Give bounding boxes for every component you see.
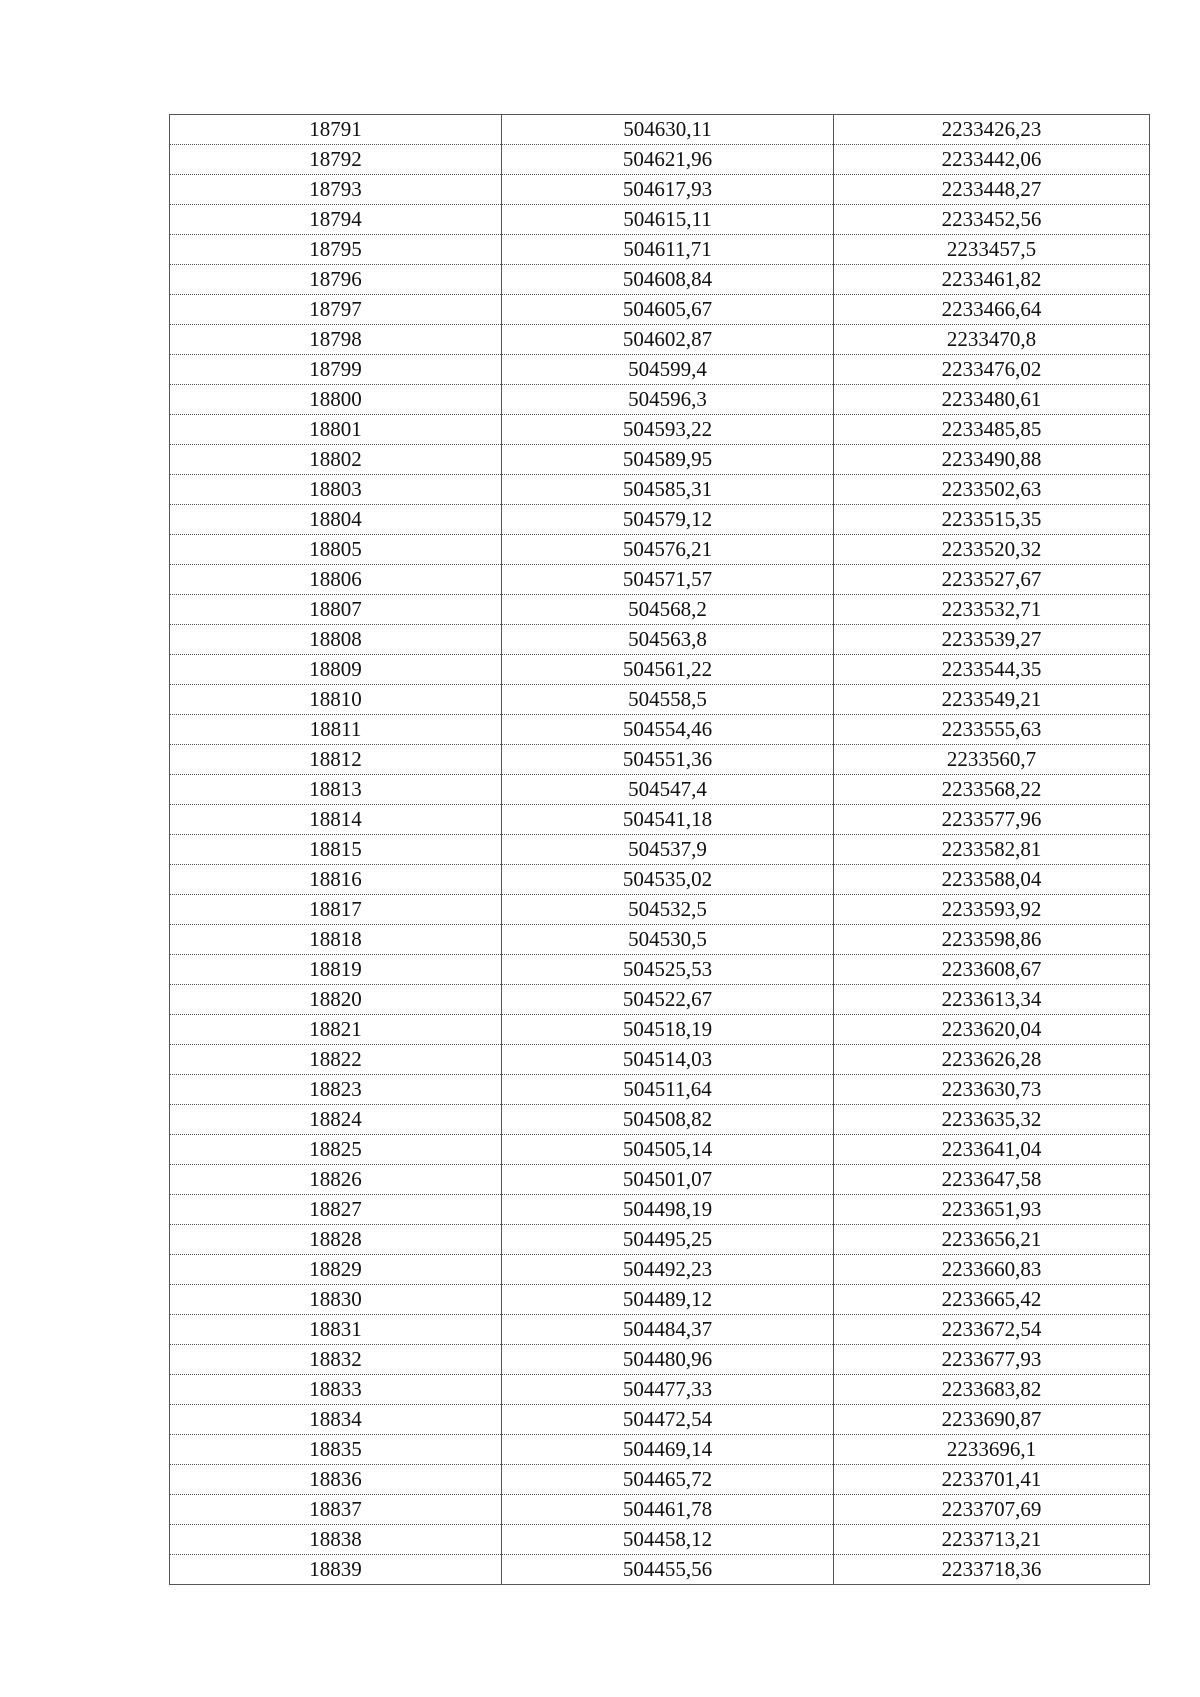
table-row bbox=[170, 565, 1150, 595]
y-coordinate-cell: 2233620,04 bbox=[834, 1015, 1150, 1045]
table-row bbox=[170, 445, 1150, 475]
x-coordinate-cell: 504484,37 bbox=[502, 1315, 834, 1345]
table-row bbox=[170, 1405, 1150, 1435]
table-row bbox=[170, 1255, 1150, 1285]
y-coordinate-cell: 2233490,88 bbox=[834, 445, 1150, 475]
y-coordinate-cell: 2233608,67 bbox=[834, 955, 1150, 985]
table-row bbox=[170, 175, 1150, 205]
table-row bbox=[170, 865, 1150, 895]
table-row bbox=[170, 1525, 1150, 1555]
x-coordinate-cell: 504558,5 bbox=[502, 685, 834, 715]
table-row bbox=[170, 625, 1150, 655]
point-number-cell: 18794 bbox=[170, 205, 502, 235]
x-coordinate-cell: 504602,87 bbox=[502, 325, 834, 355]
table-row bbox=[170, 775, 1150, 805]
y-coordinate-cell: 2233672,54 bbox=[834, 1315, 1150, 1345]
y-coordinate-cell: 2233539,27 bbox=[834, 625, 1150, 655]
x-coordinate-cell: 504537,9 bbox=[502, 835, 834, 865]
point-number-cell: 18835 bbox=[170, 1435, 502, 1465]
table-row bbox=[170, 805, 1150, 835]
y-coordinate-cell: 2233476,02 bbox=[834, 355, 1150, 385]
table-row bbox=[170, 235, 1150, 265]
table-row bbox=[170, 1495, 1150, 1525]
y-coordinate-cell: 2233630,73 bbox=[834, 1075, 1150, 1105]
y-coordinate-cell: 2233660,83 bbox=[834, 1255, 1150, 1285]
y-coordinate-cell: 2233502,63 bbox=[834, 475, 1150, 505]
x-coordinate-cell: 504617,93 bbox=[502, 175, 834, 205]
x-coordinate-cell: 504525,53 bbox=[502, 955, 834, 985]
point-number-cell: 18819 bbox=[170, 955, 502, 985]
x-coordinate-cell: 504498,19 bbox=[502, 1195, 834, 1225]
table-row bbox=[170, 985, 1150, 1015]
x-coordinate-cell: 504480,96 bbox=[502, 1345, 834, 1375]
table-row bbox=[170, 1165, 1150, 1195]
point-number-cell: 18822 bbox=[170, 1045, 502, 1075]
y-coordinate-cell: 2233470,8 bbox=[834, 325, 1150, 355]
table-row bbox=[170, 1435, 1150, 1465]
point-number-cell: 18832 bbox=[170, 1345, 502, 1375]
x-coordinate-cell: 504563,8 bbox=[502, 625, 834, 655]
point-number-cell: 18823 bbox=[170, 1075, 502, 1105]
x-coordinate-cell: 504615,11 bbox=[502, 205, 834, 235]
point-number-cell: 18805 bbox=[170, 535, 502, 565]
x-coordinate-cell: 504608,84 bbox=[502, 265, 834, 295]
x-coordinate-cell: 504547,4 bbox=[502, 775, 834, 805]
x-coordinate-cell: 504458,12 bbox=[502, 1525, 834, 1555]
x-coordinate-cell: 504518,19 bbox=[502, 1015, 834, 1045]
x-coordinate-cell: 504511,64 bbox=[502, 1075, 834, 1105]
point-number-cell: 18821 bbox=[170, 1015, 502, 1045]
x-coordinate-cell: 504501,07 bbox=[502, 1165, 834, 1195]
x-coordinate-cell: 504579,12 bbox=[502, 505, 834, 535]
coordinates-table bbox=[169, 114, 1150, 1585]
y-coordinate-cell: 2233593,92 bbox=[834, 895, 1150, 925]
table-row bbox=[170, 1015, 1150, 1045]
x-coordinate-cell: 504589,95 bbox=[502, 445, 834, 475]
table-row bbox=[170, 1315, 1150, 1345]
point-number-cell: 18820 bbox=[170, 985, 502, 1015]
point-number-cell: 18815 bbox=[170, 835, 502, 865]
y-coordinate-cell: 2233560,7 bbox=[834, 745, 1150, 775]
point-number-cell: 18811 bbox=[170, 715, 502, 745]
table-row bbox=[170, 505, 1150, 535]
point-number-cell: 18826 bbox=[170, 1165, 502, 1195]
table-row bbox=[170, 1345, 1150, 1375]
table-row bbox=[170, 745, 1150, 775]
point-number-cell: 18818 bbox=[170, 925, 502, 955]
y-coordinate-cell: 2233466,64 bbox=[834, 295, 1150, 325]
table-row bbox=[170, 1075, 1150, 1105]
x-coordinate-cell: 504593,22 bbox=[502, 415, 834, 445]
x-coordinate-cell: 504541,18 bbox=[502, 805, 834, 835]
point-number-cell: 18827 bbox=[170, 1195, 502, 1225]
x-coordinate-cell: 504477,33 bbox=[502, 1375, 834, 1405]
table-row bbox=[170, 685, 1150, 715]
y-coordinate-cell: 2233520,32 bbox=[834, 535, 1150, 565]
table-row bbox=[170, 355, 1150, 385]
table-row bbox=[170, 205, 1150, 235]
table-row bbox=[170, 475, 1150, 505]
table-row bbox=[170, 715, 1150, 745]
point-number-cell: 18810 bbox=[170, 685, 502, 715]
x-coordinate-cell: 504508,82 bbox=[502, 1105, 834, 1135]
table-row bbox=[170, 385, 1150, 415]
table-row bbox=[170, 1285, 1150, 1315]
point-number-cell: 18829 bbox=[170, 1255, 502, 1285]
x-coordinate-cell: 504596,3 bbox=[502, 385, 834, 415]
y-coordinate-cell: 2233613,34 bbox=[834, 985, 1150, 1015]
x-coordinate-cell: 504514,03 bbox=[502, 1045, 834, 1075]
y-coordinate-cell: 2233647,58 bbox=[834, 1165, 1150, 1195]
point-number-cell: 18824 bbox=[170, 1105, 502, 1135]
x-coordinate-cell: 504554,46 bbox=[502, 715, 834, 745]
x-coordinate-cell: 504461,78 bbox=[502, 1495, 834, 1525]
table-row bbox=[170, 595, 1150, 625]
y-coordinate-cell: 2233626,28 bbox=[834, 1045, 1150, 1075]
y-coordinate-cell: 2233480,61 bbox=[834, 385, 1150, 415]
point-number-cell: 18831 bbox=[170, 1315, 502, 1345]
y-coordinate-cell: 2233690,87 bbox=[834, 1405, 1150, 1435]
x-coordinate-cell: 504522,67 bbox=[502, 985, 834, 1015]
point-number-cell: 18804 bbox=[170, 505, 502, 535]
x-coordinate-cell: 504535,02 bbox=[502, 865, 834, 895]
x-coordinate-cell: 504621,96 bbox=[502, 145, 834, 175]
y-coordinate-cell: 2233683,82 bbox=[834, 1375, 1150, 1405]
x-coordinate-cell: 504611,71 bbox=[502, 235, 834, 265]
point-number-cell: 18806 bbox=[170, 565, 502, 595]
table-row bbox=[170, 955, 1150, 985]
point-number-cell: 18797 bbox=[170, 295, 502, 325]
point-number-cell: 18813 bbox=[170, 775, 502, 805]
table-row bbox=[170, 1045, 1150, 1075]
y-coordinate-cell: 2233457,5 bbox=[834, 235, 1150, 265]
y-coordinate-cell: 2233461,82 bbox=[834, 265, 1150, 295]
point-number-cell: 18796 bbox=[170, 265, 502, 295]
y-coordinate-cell: 2233532,71 bbox=[834, 595, 1150, 625]
y-coordinate-cell: 2233713,21 bbox=[834, 1525, 1150, 1555]
y-coordinate-cell: 2233651,93 bbox=[834, 1195, 1150, 1225]
point-number-cell: 18791 bbox=[170, 115, 502, 145]
y-coordinate-cell: 2233527,67 bbox=[834, 565, 1150, 595]
point-number-cell: 18837 bbox=[170, 1495, 502, 1525]
y-coordinate-cell: 2233707,69 bbox=[834, 1495, 1150, 1525]
x-coordinate-cell: 504469,14 bbox=[502, 1435, 834, 1465]
y-coordinate-cell: 2233588,04 bbox=[834, 865, 1150, 895]
y-coordinate-cell: 2233544,35 bbox=[834, 655, 1150, 685]
point-number-cell: 18834 bbox=[170, 1405, 502, 1435]
y-coordinate-cell: 2233426,23 bbox=[834, 115, 1150, 145]
x-coordinate-cell: 504472,54 bbox=[502, 1405, 834, 1435]
point-number-cell: 18830 bbox=[170, 1285, 502, 1315]
table-row bbox=[170, 1465, 1150, 1495]
y-coordinate-cell: 2233641,04 bbox=[834, 1135, 1150, 1165]
point-number-cell: 18833 bbox=[170, 1375, 502, 1405]
y-coordinate-cell: 2233555,63 bbox=[834, 715, 1150, 745]
x-coordinate-cell: 504495,25 bbox=[502, 1225, 834, 1255]
y-coordinate-cell: 2233701,41 bbox=[834, 1465, 1150, 1495]
x-coordinate-cell: 504585,31 bbox=[502, 475, 834, 505]
y-coordinate-cell: 2233718,36 bbox=[834, 1555, 1150, 1585]
point-number-cell: 18817 bbox=[170, 895, 502, 925]
point-number-cell: 18836 bbox=[170, 1465, 502, 1495]
table-row bbox=[170, 265, 1150, 295]
x-coordinate-cell: 504489,12 bbox=[502, 1285, 834, 1315]
point-number-cell: 18816 bbox=[170, 865, 502, 895]
y-coordinate-cell: 2233549,21 bbox=[834, 685, 1150, 715]
table-row bbox=[170, 145, 1150, 175]
y-coordinate-cell: 2233665,42 bbox=[834, 1285, 1150, 1315]
point-number-cell: 18795 bbox=[170, 235, 502, 265]
coordinates-table-body bbox=[170, 115, 1150, 1585]
y-coordinate-cell: 2233485,85 bbox=[834, 415, 1150, 445]
point-number-cell: 18809 bbox=[170, 655, 502, 685]
y-coordinate-cell: 2233515,35 bbox=[834, 505, 1150, 535]
point-number-cell: 18839 bbox=[170, 1555, 502, 1585]
x-coordinate-cell: 504605,67 bbox=[502, 295, 834, 325]
x-coordinate-cell: 504532,5 bbox=[502, 895, 834, 925]
point-number-cell: 18814 bbox=[170, 805, 502, 835]
x-coordinate-cell: 504551,36 bbox=[502, 745, 834, 775]
x-coordinate-cell: 504576,21 bbox=[502, 535, 834, 565]
y-coordinate-cell: 2233442,06 bbox=[834, 145, 1150, 175]
point-number-cell: 18801 bbox=[170, 415, 502, 445]
table-row bbox=[170, 295, 1150, 325]
y-coordinate-cell: 2233677,93 bbox=[834, 1345, 1150, 1375]
x-coordinate-cell: 504630,11 bbox=[502, 115, 834, 145]
x-coordinate-cell: 504465,72 bbox=[502, 1465, 834, 1495]
point-number-cell: 18812 bbox=[170, 745, 502, 775]
point-number-cell: 18838 bbox=[170, 1525, 502, 1555]
table-row bbox=[170, 1555, 1150, 1585]
y-coordinate-cell: 2233568,22 bbox=[834, 775, 1150, 805]
point-number-cell: 18800 bbox=[170, 385, 502, 415]
table-row bbox=[170, 415, 1150, 445]
table-row bbox=[170, 1195, 1150, 1225]
table-row bbox=[170, 535, 1150, 565]
y-coordinate-cell: 2233452,56 bbox=[834, 205, 1150, 235]
point-number-cell: 18807 bbox=[170, 595, 502, 625]
point-number-cell: 18825 bbox=[170, 1135, 502, 1165]
y-coordinate-cell: 2233582,81 bbox=[834, 835, 1150, 865]
table-row bbox=[170, 325, 1150, 355]
table-row bbox=[170, 1225, 1150, 1255]
point-number-cell: 18792 bbox=[170, 145, 502, 175]
table-row bbox=[170, 1375, 1150, 1405]
table-row bbox=[170, 895, 1150, 925]
y-coordinate-cell: 2233598,86 bbox=[834, 925, 1150, 955]
point-number-cell: 18808 bbox=[170, 625, 502, 655]
y-coordinate-cell: 2233635,32 bbox=[834, 1105, 1150, 1135]
y-coordinate-cell: 2233696,1 bbox=[834, 1435, 1150, 1465]
y-coordinate-cell: 2233656,21 bbox=[834, 1225, 1150, 1255]
table-row bbox=[170, 1135, 1150, 1165]
x-coordinate-cell: 504455,56 bbox=[502, 1555, 834, 1585]
point-number-cell: 18828 bbox=[170, 1225, 502, 1255]
x-coordinate-cell: 504492,23 bbox=[502, 1255, 834, 1285]
x-coordinate-cell: 504599,4 bbox=[502, 355, 834, 385]
table-row bbox=[170, 925, 1150, 955]
point-number-cell: 18802 bbox=[170, 445, 502, 475]
point-number-cell: 18803 bbox=[170, 475, 502, 505]
point-number-cell: 18798 bbox=[170, 325, 502, 355]
table-row bbox=[170, 655, 1150, 685]
x-coordinate-cell: 504561,22 bbox=[502, 655, 834, 685]
y-coordinate-cell: 2233577,96 bbox=[834, 805, 1150, 835]
x-coordinate-cell: 504568,2 bbox=[502, 595, 834, 625]
table-row bbox=[170, 115, 1150, 145]
x-coordinate-cell: 504505,14 bbox=[502, 1135, 834, 1165]
point-number-cell: 18793 bbox=[170, 175, 502, 205]
x-coordinate-cell: 504571,57 bbox=[502, 565, 834, 595]
point-number-cell: 18799 bbox=[170, 355, 502, 385]
table-row bbox=[170, 1105, 1150, 1135]
x-coordinate-cell: 504530,5 bbox=[502, 925, 834, 955]
y-coordinate-cell: 2233448,27 bbox=[834, 175, 1150, 205]
table-row bbox=[170, 835, 1150, 865]
